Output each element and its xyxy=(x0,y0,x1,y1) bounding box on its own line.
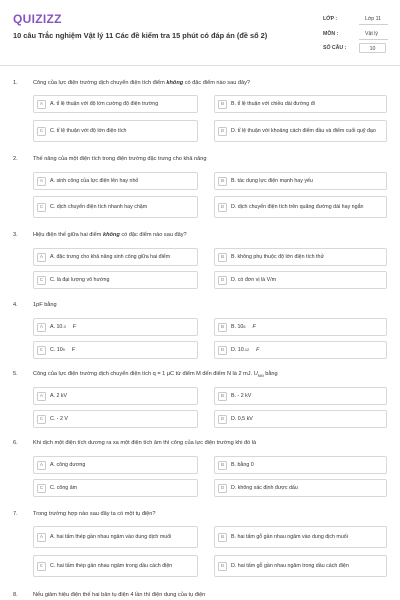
option-c[interactable] xyxy=(33,555,198,577)
worksheet-header xyxy=(0,0,400,70)
option-text: A. hai tấm thép gần nhau ngâm vào dung dịch muối xyxy=(50,533,172,540)
option-c[interactable] xyxy=(33,196,198,218)
option-text: B. 10 6 F xyxy=(231,323,256,330)
option-letter: D xyxy=(218,276,227,285)
option-a[interactable] xyxy=(33,172,198,190)
option-text: C. hai tấm thép gần nhau ngâm trong dầu cách điện xyxy=(50,562,173,569)
option-text: A. tỉ lệ thuận với độ lớn cường độ điện trường xyxy=(50,100,159,107)
option-letter: D xyxy=(218,127,227,136)
question-text: 1pF bằng xyxy=(33,302,57,308)
option-letter: B xyxy=(218,177,227,186)
option-letter: D xyxy=(218,415,227,424)
option-a[interactable] xyxy=(33,456,198,474)
option-b[interactable] xyxy=(214,387,387,405)
option-text: C. công âm xyxy=(50,484,78,491)
option-text: D. 10 -12 F xyxy=(231,346,260,353)
class-label: LỚP : xyxy=(323,16,338,22)
question-number: 3. xyxy=(13,232,18,238)
option-letter: A xyxy=(37,533,46,542)
subject-underline xyxy=(359,39,388,40)
option-c[interactable] xyxy=(33,479,198,497)
option-letter: A xyxy=(37,253,46,262)
option-letter: A xyxy=(37,100,46,109)
option-text: A. 10 -3 F xyxy=(50,323,77,330)
voltage-symbol: U xyxy=(253,371,258,377)
option-text: B. hai tấm gỗ gần nhau ngâm vào dung dịch muối xyxy=(231,533,348,540)
option-letter: D xyxy=(218,562,227,571)
option-a[interactable] xyxy=(33,387,198,405)
emphasis-word: không xyxy=(166,80,184,86)
subject-value: Vật lý xyxy=(365,31,378,37)
question-number: 4. xyxy=(13,302,18,308)
question-count-value: 10 xyxy=(369,45,376,52)
option-letter: B xyxy=(218,533,227,542)
option-c[interactable] xyxy=(33,120,198,142)
option-d[interactable] xyxy=(214,410,387,428)
option-b[interactable] xyxy=(214,172,387,190)
question-count-label: SỐ CÂU : xyxy=(323,45,347,51)
question-text: Thế năng của một điện tích trong điện trường đặc trưng cho khả năng xyxy=(33,156,207,162)
option-letter: B xyxy=(218,253,227,262)
option-text: C. tỉ lệ thuận với độ lớn điện tích xyxy=(50,127,127,134)
option-text: C. dịch chuyển điện tích nhanh hay chậm xyxy=(50,203,148,210)
option-text: D. tỉ lệ thuận với khoảng cách điểm đầu và điểm cuối quỹ đạo xyxy=(231,127,376,134)
option-text: D. 0,5 kV xyxy=(231,415,253,422)
option-letter: B xyxy=(218,461,227,470)
option-letter: B xyxy=(218,392,227,401)
option-letter: D xyxy=(218,484,227,493)
option-b[interactable] xyxy=(214,95,387,113)
class-value: Lớp 11 xyxy=(365,16,381,22)
option-c[interactable] xyxy=(33,410,198,428)
option-letter: C xyxy=(37,276,46,285)
option-text: D. có đơn vị là V/m xyxy=(231,276,276,283)
question-text: Công của lực điện trường dịch chuyển điện tích điểm không có đặc điểm nào sau đây? xyxy=(33,80,251,86)
question-number: 6. xyxy=(13,440,18,446)
option-a[interactable] xyxy=(33,95,198,113)
question-number: 7. xyxy=(13,511,18,517)
option-letter: A xyxy=(37,461,46,470)
option-letter: C xyxy=(37,415,46,424)
option-letter: C xyxy=(37,484,46,493)
header-divider xyxy=(0,65,400,66)
option-b[interactable] xyxy=(214,248,387,266)
question-text: Công của lực điện trường dịch chuyển điện tích q = 1 μC từ điểm M đến điểm N là 2 mJ. $U_{NM}$ bằng xyxy=(33,371,278,379)
option-letter: A xyxy=(37,177,46,186)
option-text: B. bằng 0 xyxy=(231,461,254,468)
option-letter: A xyxy=(37,323,46,332)
option-b[interactable] xyxy=(214,318,387,336)
option-text: A. 2 kV xyxy=(50,392,68,399)
option-text: B. tỉ lệ thuận với chiều dài đường đi xyxy=(231,100,315,107)
option-b[interactable] xyxy=(214,456,387,474)
question-text: Khi dịch một điện tích dương ra xa một điện tích âm thì công của lực điện trường khi đó là xyxy=(33,440,257,446)
option-text: A. đặc trưng cho khả năng sinh công giữa hai điểm xyxy=(50,253,171,260)
option-letter: C xyxy=(37,562,46,571)
option-letter: A xyxy=(37,392,46,401)
question-text: Hiệu điện thế giữa hai điểm không có đặc điểm nào sau đây? xyxy=(33,232,187,238)
option-a[interactable] xyxy=(33,318,198,336)
class-underline xyxy=(359,24,388,25)
option-d[interactable] xyxy=(214,271,387,289)
option-letter: D xyxy=(218,346,227,355)
option-letter: C xyxy=(37,203,46,212)
option-text: C. - 2 V xyxy=(50,415,68,422)
question-text: Trong trường hợp nào sau đây ta có một tụ điện? xyxy=(33,511,156,517)
option-letter: B xyxy=(218,100,227,109)
option-letter: D xyxy=(218,203,227,212)
option-d[interactable] xyxy=(214,120,387,142)
option-text: D. dịch chuyển điện tích trên quãng đường dài hay ngắn xyxy=(231,203,364,210)
option-text: A. công dương xyxy=(50,461,86,468)
option-c[interactable] xyxy=(33,271,198,289)
option-d[interactable] xyxy=(214,196,387,218)
question-number: 5. xyxy=(13,371,18,377)
option-d[interactable] xyxy=(214,341,387,359)
option-b[interactable] xyxy=(214,526,387,548)
option-letter: B xyxy=(218,323,227,332)
option-text: D. hai tấm gỗ gần nhau ngâm trong dầu cách điện xyxy=(231,562,349,569)
option-text: B. - 2 kV xyxy=(231,392,252,399)
option-a[interactable] xyxy=(33,526,198,548)
option-text: C. là đại lượng vô hướng xyxy=(50,276,110,283)
emphasis-word: không xyxy=(102,232,120,238)
option-d[interactable] xyxy=(214,479,387,497)
option-text: B. không phụ thuộc độ lớn điện tích thử xyxy=(231,253,325,260)
question-text: Nếu giảm hiệu điện thế hai bản tụ điện 4 lần thì điện dung của tụ điện xyxy=(33,592,206,598)
option-text: B. tác dụng lực điện mạnh hay yếu xyxy=(231,177,313,184)
option-letter: C xyxy=(37,346,46,355)
option-d[interactable] xyxy=(214,555,387,577)
question-number: 2. xyxy=(13,156,18,162)
option-a[interactable] xyxy=(33,248,198,266)
question-count-box xyxy=(359,43,386,53)
quizizz-logo: QUIZIZZ xyxy=(13,12,62,26)
document-title: 10 câu Trắc nghiệm Vật lý 11 Các đề kiểm tra 15 phút có đáp án (đề số 2) xyxy=(13,31,268,40)
option-letter: C xyxy=(37,127,46,136)
question-number: 8. xyxy=(13,592,18,598)
option-text: A. sinh công của lực điện lên hay nhỏ xyxy=(50,177,139,184)
question-number: 1. xyxy=(13,80,18,86)
option-text: D. không xác định được dấu xyxy=(231,484,298,491)
option-text: C. 10 9 F xyxy=(50,346,76,353)
subject-label: MÔN : xyxy=(323,31,339,37)
option-c[interactable] xyxy=(33,341,198,359)
